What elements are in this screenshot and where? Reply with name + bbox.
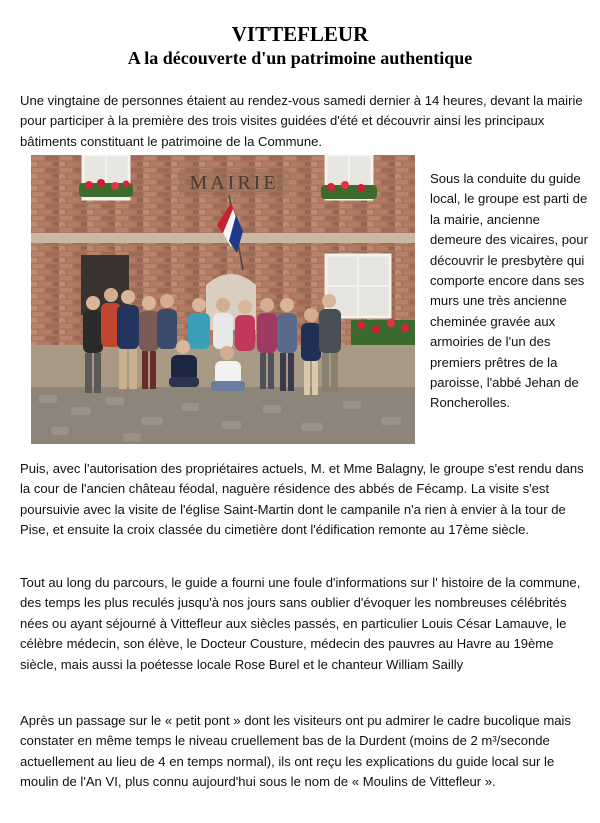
article-title: VITTEFLEUR: [231, 22, 369, 46]
side-text: Sous la conduite du guide local, le groupe est parti de la mairie, ancienne demeure des vicaires, pour découvrir le presbytère qui comporte encore dans ses murs une très ancienne cheminée gravée aux armoiries de l'un des premiers prêtres de la paroisse, l'abbé Jehan de Roncherolles.: [430, 171, 588, 411]
group-photo: [31, 155, 415, 444]
paragraph-intro: Une vingtaine de personnes étaient au rendez-vous samedi dernier à 14 heures, devant la mairie pour participer à la première des trois visites guidées d'été et découvrir ainsi les principaux bâtiments constituant le patrimoine de la Commune.: [20, 93, 583, 149]
article-subtitle: A la découverte d'un patrimoine authentique: [127, 48, 473, 68]
mairie-sign: MAIRIE: [189, 172, 279, 194]
paragraph-visit: Puis, avec l'autorisation des propriétaires actuels, M. et Mme Balagny, le groupe s'est rendu dans la cour de l'ancien château féodal, naguère résidence des abbés de Fécamp. La visite s'est poursuivie avec la visite de l'église Saint-Martin dont le campanile n'a rien à envier à la tour de Pise, et ensuite la croix classée du cimetière dont l'édification remonte au 17ème siècle.: [20, 461, 584, 538]
paragraph-history: Tout au long du parcours, le guide a fourni une foule d'informations sur l' histoire de la commune, des temps les plus reculés jusqu'à nos jours sans oublier d'évoquer les nombreuses célébrités nées ou ayant séjourné à Vittefleur aux siècles passés, en particulier Louis César Lamauve, le célèbre médecin, son élève, le Docteur Cousture, médecin des pauvres au Havre au 19ème siècle, mais aussi la poétesse locale Rose Burel et le chanteur William Sailly: [20, 575, 581, 672]
paragraph-mill: Après un passage sur le « petit pont » dont les visiteurs ont pu admirer le cadre bucolique mais constater en même temps le niveau cruellement bas de la Durdent (moins de 2 m³/seconde actuellement au lieu de 4 en temps normal), ils ont reçu les explications du guide local sur le moulin de l'An VI, plus connu aujourd'hui sous le nom de « Moulins de Vittefleur ».: [20, 713, 571, 790]
